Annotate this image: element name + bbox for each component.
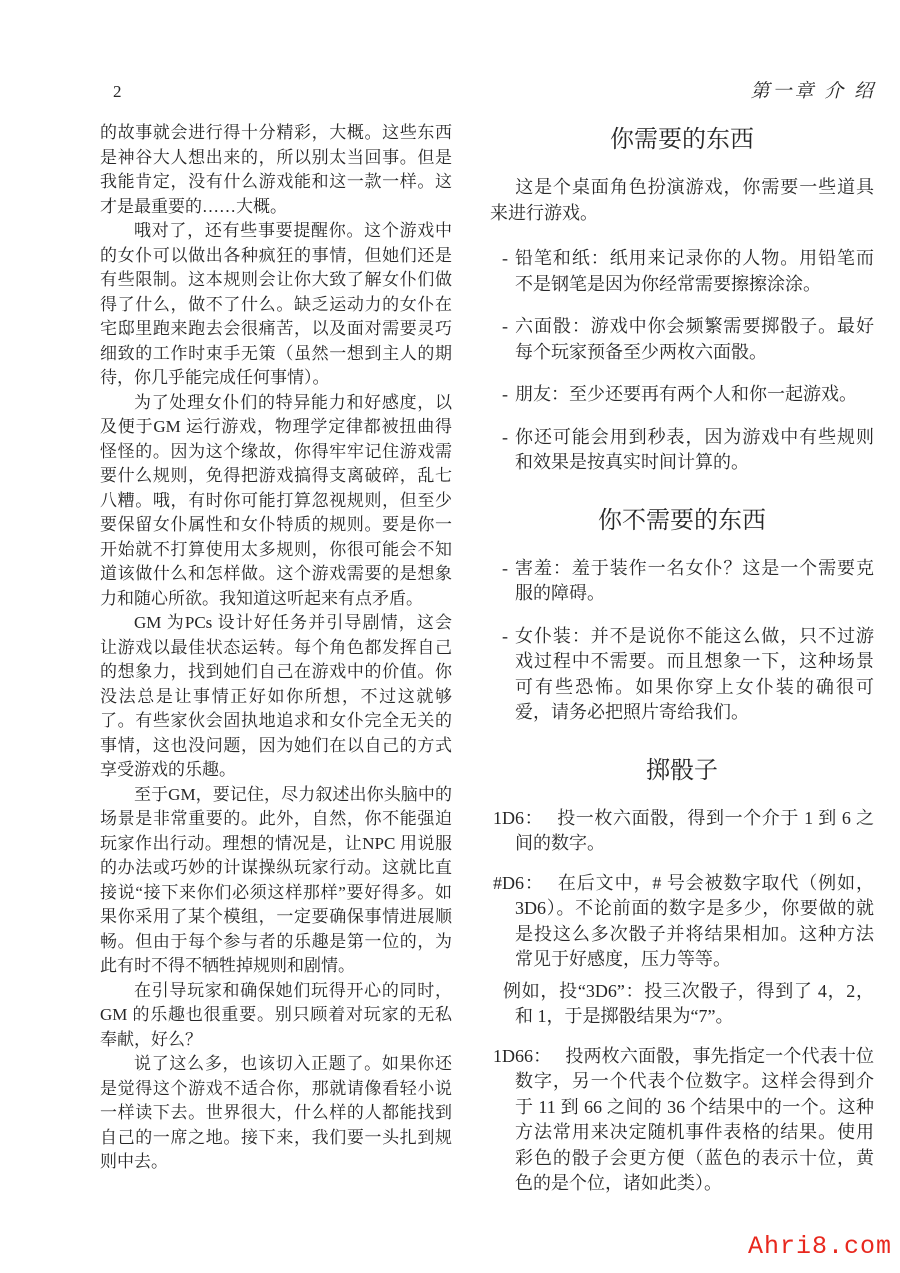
bullet-text: 朋友：至少还要再有两个人和你一起游戏。 [515,384,857,404]
dice-term: 1D66： [493,1045,552,1066]
section-heading-things-you-need: 你需要的东西 [610,127,754,153]
bullet-text: 你还可能会用到秒表，因为游戏中有些规则和效果是按真实时间计算的。 [515,426,874,472]
right-column [490,121,874,1211]
page-number: 2 [113,82,122,101]
watermark: Ahri8.com [747,1232,892,1261]
bullet-item [490,246,874,297]
dice-entry-1d66 [490,1044,874,1197]
dice-text: 在后文中，# 号会被数字取代（例如，3D6）。不论前面的数字是多少，你要做的就是投这么多次骰子并将结果相加。这种方法常见于好感度，压力等等。 [515,872,875,969]
paragraph: GM 为PCs 设计好任务并引导剧情，这会让游戏以最佳状态运转。每个角色都发挥自己的想象力，找到她们自己在游戏中的价值。你没法总是让事情正好如你所想，不过这就够了。有些家伙会固执地追求和女仆完全无关的事情，这也没问题，因为她们在以自己的方式享受游戏的乐趣。 [100,613,452,779]
bullet-dash-icon: - [502,625,508,646]
paragraph: 说了这么多，也该切入正题了。如果你还是觉得这个游戏不适合你，那就请像看轻小说一样读下去。世界很大，什么样的人都能找到自己的一席之地。接下来，我们要一头扎到规则中去。 [100,1054,452,1171]
paragraph-continuation: 的故事就会进行得十分精彩，大概。这些东西是神谷大人想出来的，所以别太当回事。但是我能肯定，没有什么游戏能和这一款一样。这才是最重要的……大概。 [100,123,452,216]
section-intro: 这是个桌面角色扮演游戏，你需要一些道具来进行游戏。 [490,177,874,223]
bullet-text: 女仆装：并不是说你不能这么做，只不过游戏过程中不需要。而且想象一下，这种场景可有些恐怖。如果你穿上女仆装的确很可爱，请务必把照片寄给我们。 [515,625,874,722]
section-heading-things-you-dont-need: 你不需要的东西 [598,507,766,534]
bullet-item [490,382,874,408]
dice-entry-1d6 [490,806,874,857]
dice-example: 例如，投“3D6”：投三次骰子，得到了 4，2，和 1，于是掷骰结果为“7”。 [503,980,874,1026]
bullet-dash-icon: - [502,557,508,578]
content-columns [100,121,874,1211]
dice-term: #D6： [493,872,544,893]
bullet-dash-icon: - [502,248,508,268]
bullet-dash-icon: - [502,426,508,447]
bullet-text: 害羞：羞于装作一名女仆？这是一个需要克服的障碍。 [515,557,874,603]
bullet-dash-icon: - [502,316,508,336]
bullet-item [490,425,874,476]
chapter-title: 第一章 介 绍 [750,81,876,102]
section-heading-rolling-dice: 掷骰子 [646,757,718,784]
dice-text: 投一枚六面骰，得到一个介于 1 到 6 之间的数字。 [515,807,875,853]
page-header [100,76,876,103]
dice-text: 投两枚六面骰，事先指定一个代表十位数字，另一个代表个位数字。这样会得到介于 11 到 66 之间的 36 个结果中的一个。这种方法常用来决定随机事件表格的结果。使用彩色的骰子会更方便（蓝色的表示十位，黄色的是个位，诸如此类）。 [515,1045,875,1193]
paragraph: 哦对了，还有些事要提醒你。这个游戏中的女仆可以做出各种疯狂的事情，但她们还是有些限制。这本规则会让你大致了解女仆们做得了什么，做不了什么。缺乏运动力的女仆在宅邸里跑来跑去会很痛苦，以及面对需要灵巧细致的工作时束手无策（虽然一想到主人的期待，你几乎能完成任何事情）。 [100,221,452,387]
left-column [100,121,452,1175]
bullet-dash-icon: - [502,384,508,404]
bullet-text: 六面骰：游戏中你会频繁需要掷骰子。最好每个玩家预备至少两枚六面骰。 [515,316,874,362]
dice-entry-hash-d6 [490,871,874,973]
paragraph: 至于GM，要记住，尽力叙述出你头脑中的场景是非常重要的。此外，自然，你不能强迫玩家作出行动。理想的情况是，让NPC 用说服的办法或巧妙的计谋操纵玩家行动。这就比直接说“接下来你们必须这样那样”要好得多。如果你采用了某个模组，一定要确保事情进展顺畅。但由于每个参与者的乐趣是第一位的，为此有时不得不牺牲掉规则和剧情。 [100,784,452,975]
paragraph: 在引导玩家和确保她们玩得开心的同时，GM 的乐趣也很重要。别只顾着对玩家的无私奉献，好么？ [100,980,452,1049]
dice-term: 1D6： [493,807,544,828]
bullet-text: 铅笔和纸：纸用来记录你的人物。用铅笔而不是钢笔是因为你经常需要擦擦涂涂。 [515,248,874,294]
bullet-item [490,624,874,726]
bullet-item [490,314,874,365]
paragraph: 为了处理女仆们的特异能力和好感度，以及便于GM 运行游戏，物理学定律都被扭曲得怪怪的。因为这个缘故，你得牢牢记住游戏需要什么规则，免得把游戏搞得支离破碎，乱七八糟。哦，有时你可能打算忽视规则，但至少要保留女仆属性和女仆特质的规则。要是你一开始就不打算使用太多规则，你很可能会不知道该做什么和怎样做。这个游戏需要的是想象力和随心所欲。我知道这听起来有点矛盾。 [100,392,452,608]
bullet-item [490,556,874,607]
